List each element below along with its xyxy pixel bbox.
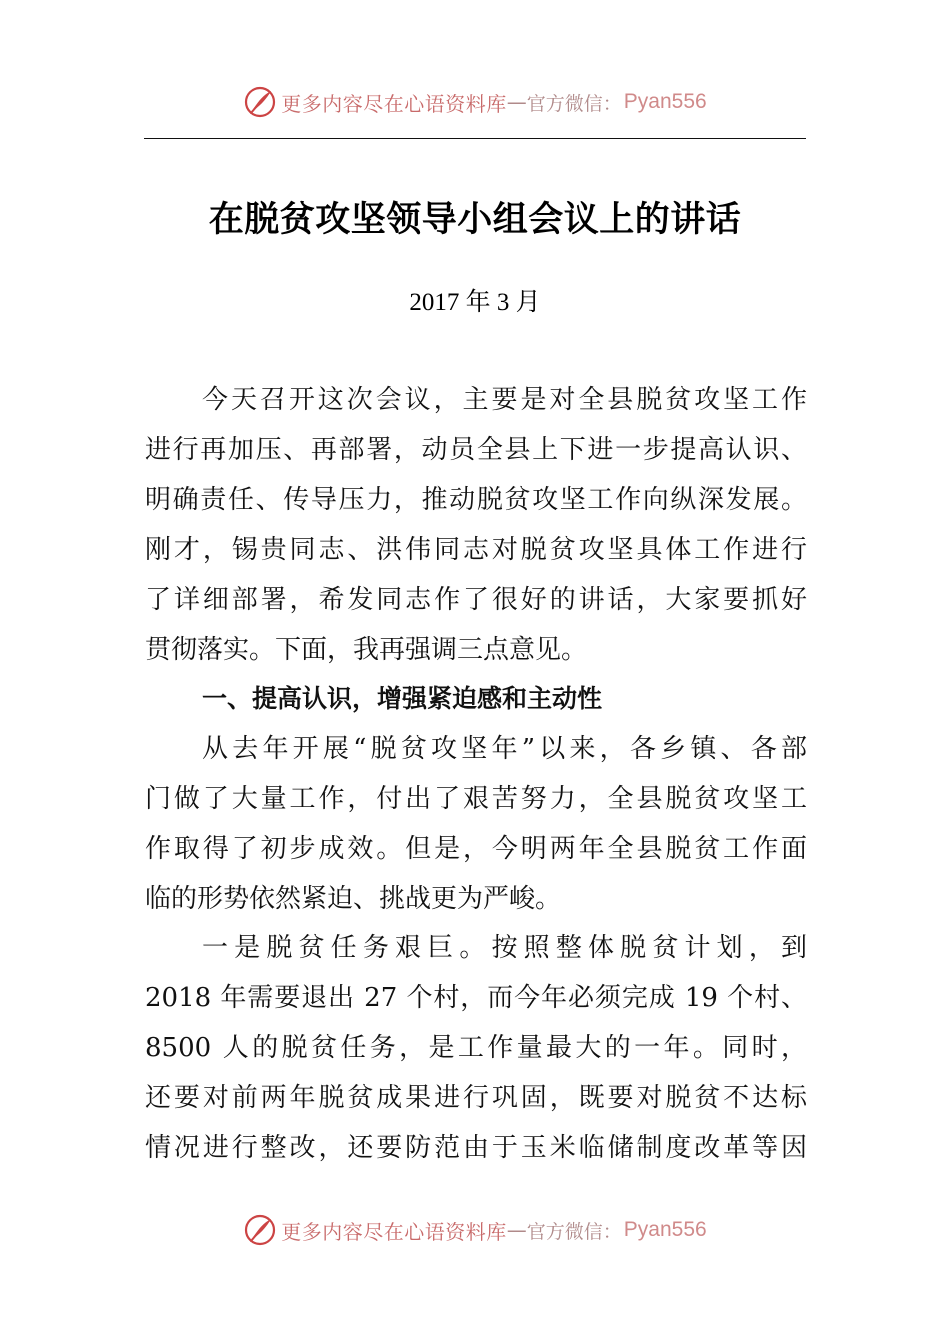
banner-wechat-id: Pyan556 [623,1218,707,1241]
banner-separator: — [506,90,527,114]
body-line: 8500 人的脱贫任务，是工作量最大的一年。同时， [145,1033,807,1063]
body-line: 还要对前两年脱贫成果进行巩固，既要对脱贫不达标 [145,1083,807,1113]
footer-banner [0,1212,950,1248]
body-line: 从去年开展“脱贫攻坚年”以来，各乡镇、各部 [202,734,807,764]
body-line: 临的形势依然紧迫、挑战更为严峻。 [145,884,562,914]
body-line: 门做了大量工作，付出了艰苦努力，全县脱贫攻坚工 [145,784,807,814]
body-line: 进行再加压、再部署，动员全县上下进一步提高认识、 [145,435,807,465]
body-line: 作取得了初步成效。但是，今明两年全县脱贫工作面 [145,834,807,864]
body-line: 贯彻落实。下面，我再强调三点意见。 [145,635,588,665]
banner-wechat-id: Pyan556 [623,90,707,113]
header-banner [0,84,950,120]
banner-label: 官方微信： [526,1220,622,1243]
body-line: 2018 年需要退出 27 个村，而今年必须完成 19 个村、 [145,983,807,1013]
body-line: 今天召开这次会议，主要是对全县脱贫攻坚工作 [202,385,807,415]
banner-text: 更多内容尽在心语资料库 [281,1219,507,1244]
body-line: 刚才，锡贵同志、洪伟同志对脱贫攻坚具体工作进行 [145,535,807,565]
banner-label: 官方微信： [526,92,622,115]
body-line: 一是脱贫任务艰巨。按照整体脱贫计划，到 [202,933,807,963]
document-title: 在脱贫攻坚领导小组会议上的讲话 [208,200,742,240]
feather-pen-icon [243,1213,277,1247]
body-line: 明确责任、传导压力，推动脱贫攻坚工作向纵深发展。 [145,485,807,515]
feather-pen-icon [243,85,277,119]
body-line: 情况进行整改，还要防范由于玉米临储制度改革等因 [145,1133,807,1163]
banner-text: 更多内容尽在心语资料库 [281,91,507,116]
body-line: 了详细部署，希发同志作了很好的讲话，大家要抓好 [145,585,807,615]
section-heading: 一、提高认识，增强紧迫感和主动性 [202,684,603,713]
document-date: 2017 年 3 月 [409,289,541,316]
banner-separator: — [506,1218,527,1242]
header-divider [144,138,806,139]
